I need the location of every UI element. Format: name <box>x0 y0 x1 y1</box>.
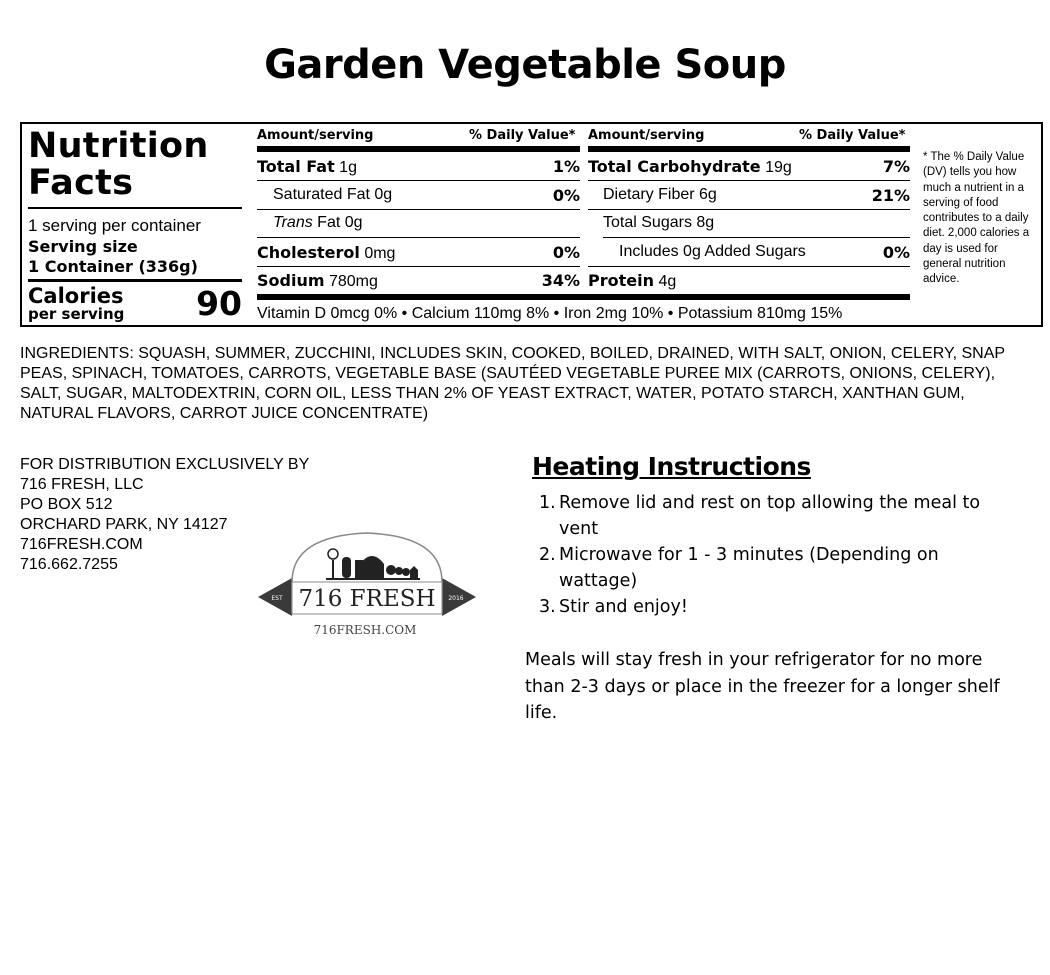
divider <box>257 237 580 238</box>
step-number: 1. <box>539 493 556 513</box>
divider <box>588 209 910 210</box>
calories-per-serving-label: per serving <box>28 305 125 323</box>
step-text: Microwave for 1 - 3 minutes (Depending on wattage) <box>559 545 939 591</box>
nutrient-row: Includes 0g Added Sugars <box>619 243 806 260</box>
calories-value: 90 <box>196 284 242 323</box>
nutrient-row: Dietary Fiber 6g <box>603 186 717 203</box>
servings-per-container: 1 serving per container <box>28 216 201 235</box>
divider <box>28 207 242 209</box>
nutrient-row: Protein 4g <box>588 271 677 290</box>
logo-est: EST <box>271 595 283 602</box>
divider <box>588 180 910 181</box>
serving-size-value: 1 Container (336g) <box>28 257 198 276</box>
distributor-line: FOR DISTRIBUTION EXCLUSIVELY BY <box>20 456 310 473</box>
divider <box>588 146 910 152</box>
calories-label: Calories <box>28 284 124 308</box>
heating-step <box>525 594 995 620</box>
step-text: Remove lid and rest on top allowing the meal to vent <box>559 493 981 539</box>
heating-step <box>525 490 995 542</box>
divider <box>603 237 910 238</box>
divider <box>28 279 242 282</box>
nutrition-heading-line2: Facts <box>28 163 134 203</box>
divider <box>588 266 910 267</box>
nutrient-dv: 1% <box>552 157 580 176</box>
heating-title: Heating Instructions <box>532 452 811 481</box>
nutrition-heading-line1: Nutrition <box>28 126 209 166</box>
column-header-amount: Amount/serving <box>257 128 374 143</box>
logo-year: 2016 <box>448 595 464 602</box>
nutrient-row: Saturated Fat 0g <box>273 186 393 203</box>
divider <box>257 294 910 300</box>
distributor-city: ORCHARD PARK, NY 14127 <box>20 516 228 533</box>
daily-value-footnote: * The % Daily Value (DV) tells you how much a nutrient in a serving of food contributes to a daily diet. 2,000 calories a day is used for general nutrition advice. <box>923 151 1030 286</box>
distributor-phone: 716.662.7255 <box>20 556 118 573</box>
vitamins-minerals: Vitamin D 0mcg 0% • Calcium 110mg 8% • Iron 2mg 10% • Potassium 810mg 15% <box>257 305 843 322</box>
serving-size-label: Serving size <box>28 237 138 256</box>
step-number: 3. <box>539 597 556 617</box>
nutrient-dv: 0% <box>882 243 910 262</box>
heating-step <box>525 542 995 594</box>
nutrient-row: Trans Fat 0g <box>273 214 363 231</box>
nutrient-row: Total Fat 1g <box>257 157 357 176</box>
storage-note: Meals will stay fresh in your refrigerator for no more than 2-3 days or place in the freezer for a longer shelf life. <box>525 650 1000 723</box>
column-header-dv: % Daily Value* <box>469 128 576 143</box>
nutrient-row: Sodium 780mg <box>257 271 378 290</box>
step-text: Stir and enjoy! <box>559 597 688 617</box>
step-number: 2. <box>539 545 556 565</box>
nutrition-heading <box>28 128 242 202</box>
distributor-po-box: PO BOX 512 <box>20 496 113 513</box>
column-header-dv: % Daily Value* <box>799 128 906 143</box>
nutrient-row: Total Sugars 8g <box>603 214 715 231</box>
nutrient-dv: 21% <box>871 186 910 205</box>
distributor-company: 716 FRESH, LLC <box>20 476 144 493</box>
nutrient-dv: 0% <box>552 186 580 205</box>
nutrition-facts-panel <box>20 122 1043 327</box>
nutrient-row: Total Carbohydrate 19g <box>588 157 792 176</box>
nutrient-row: Cholesterol 0mg <box>257 243 396 262</box>
heating-steps <box>525 490 995 620</box>
logo-text: 716 FRESH <box>298 586 436 612</box>
product-title: Garden Vegetable Soup <box>264 42 786 88</box>
ingredients-list: INGREDIENTS: SQUASH, SUMMER, ZUCCHINI, INCLUDES SKIN, COOKED, BOILED, DRAINED, WITH SALT, ONION, CELERY, SNAP PEAS, SPINACH, TOMATOES, CARROTS, VEGETABLE BASE (SAUTÉED VEGETABLE PUREE MIX (CARROTS, ONIONS, CELERY), SALT, SUGAR, MALTODEXTRIN, CORN OIL, LESS THAN 2% OF YEAST EXTRACT, WATER, POTATO STARCH, XANTHAN GUM, NATURAL FLAVORS, CARROT JUICE CONCENTRATE) <box>20 345 1005 422</box>
nutrient-dv: 34% <box>541 271 580 290</box>
divider <box>257 209 580 210</box>
column-header-amount: Amount/serving <box>588 128 705 143</box>
divider <box>257 266 580 267</box>
nutrient-dv: 7% <box>882 157 910 176</box>
distributor-website: 716FRESH.COM <box>20 536 143 553</box>
nutrient-dv: 0% <box>552 243 580 262</box>
divider <box>257 180 580 181</box>
brand-logo <box>256 530 478 640</box>
logo-url: 716FRESH.COM <box>313 623 417 637</box>
divider <box>257 146 580 152</box>
